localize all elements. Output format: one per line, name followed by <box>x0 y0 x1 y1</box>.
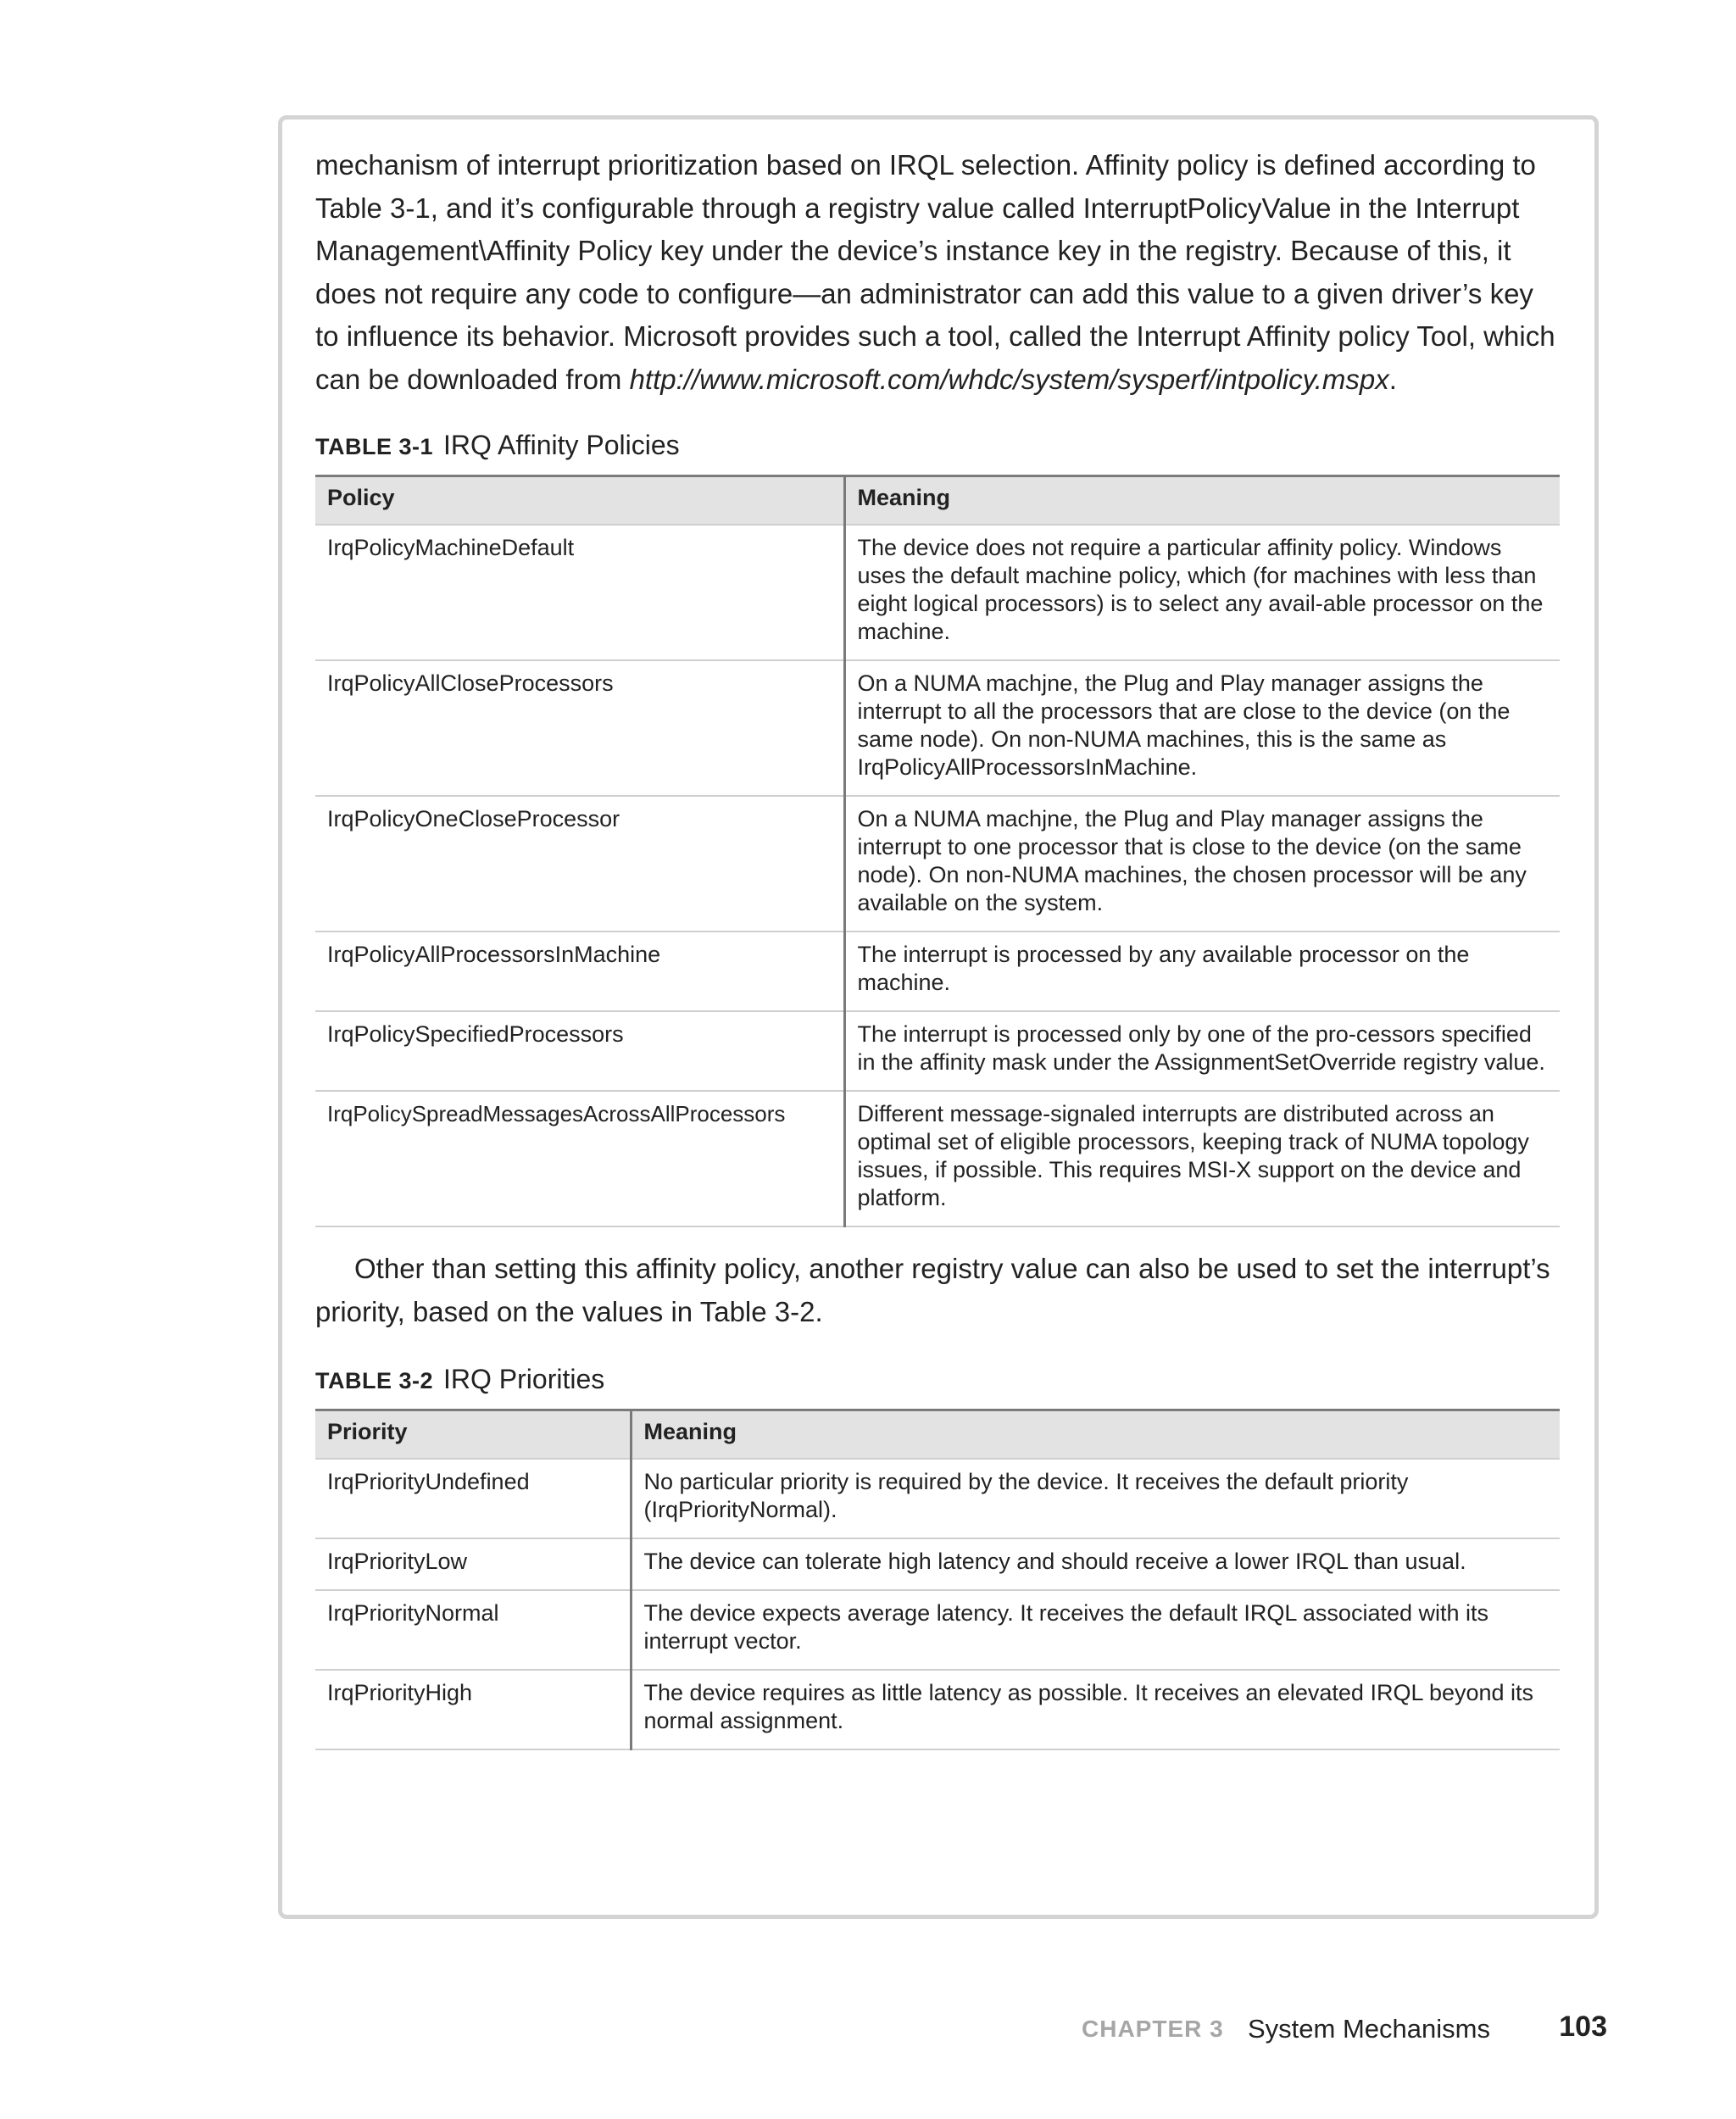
middle-paragraph: Other than setting this affinity policy, another registry value can also be used to set the interrupt’s priority, based on the values in Table 3-2. <box>315 1253 1550 1327</box>
footer-section: System Mechanisms <box>1248 2014 1490 2044</box>
table1-row <box>315 660 1560 796</box>
table1-row <box>315 1091 1560 1226</box>
table1-row <box>315 796 1560 932</box>
footer-chapter: CHAPTER 3 <box>1082 2016 1224 2042</box>
table1-number: TABLE 3-1 <box>315 434 434 459</box>
table1-cell-policy: IrqPolicyAllProcessorsInMachine <box>315 932 844 1011</box>
table1-cell-policy: IrqPolicyMachineDefault <box>315 525 844 660</box>
table2-caption <box>315 1362 1560 1398</box>
table2-row <box>315 1670 1560 1749</box>
table1-row <box>315 932 1560 1011</box>
table1-cell-policy: IrqPolicySpreadMessagesAcrossAllProcessors <box>315 1091 844 1226</box>
table1-cell-meaning: The interrupt is processed by any available processor on the machine. <box>844 932 1560 1011</box>
table2-row <box>315 1538 1560 1590</box>
table1-title: IRQ Affinity Policies <box>443 430 680 460</box>
intro-url: http://www.microsoft.com/whdc/system/sysperf/intpolicy.mspx <box>629 363 1389 395</box>
table1-cell-meaning: On a NUMA machjne, the Plug and Play manager assigns the interrupt to one processor that is close to the device (on the same node). On non-NUMA machines, the chosen processor will be any available on the system. <box>844 796 1560 932</box>
page-number: 103 <box>1559 2011 1607 2043</box>
table2-header-meaning: Meaning <box>631 1410 1560 1460</box>
table2-number: TABLE 3-2 <box>315 1368 434 1393</box>
table2-cell-priority: IrqPriorityNormal <box>315 1590 631 1670</box>
table1-cell-policy: IrqPolicyOneCloseProcessor <box>315 796 844 932</box>
table1-row <box>315 1011 1560 1091</box>
table1-header-meaning: Meaning <box>844 476 1560 526</box>
table2-header-row <box>315 1410 1560 1460</box>
table1-cell-meaning: The device does not require a particular affinity policy. Windows uses the default machine policy, which (for machines with less than eight logical processors) is to select any avail-able processor on the machine. <box>844 525 1560 660</box>
page-footer <box>1077 2011 1607 2048</box>
table1-row <box>315 525 1560 660</box>
table1-header-row <box>315 476 1560 526</box>
table1-header-policy: Policy <box>315 476 844 526</box>
table2-cell-meaning: The device expects average latency. It receives the default IRQL associated with its interrupt vector. <box>631 1590 1560 1670</box>
table1-cell-meaning: Different message-signaled interrupts are distributed across an optimal set of eligible processors, keeping track of NUMA topology issues, if possible. This requires MSI-X support on the device and platform. <box>844 1091 1560 1226</box>
table2 <box>315 1409 1560 1750</box>
table1-caption <box>315 428 1560 464</box>
intro-paragraph <box>315 144 1560 401</box>
table2-cell-meaning: The device requires as little latency as possible. It receives an elevated IRQL beyond its normal assignment. <box>631 1670 1560 1749</box>
table1 <box>315 475 1560 1227</box>
intro-paragraph-text: mechanism of interrupt prioritization based on IRQL selection. Affinity policy is defined according to Table 3-1, and it’s configurable through a registry value called InterruptPolicyValue in the Interrupt Management\Affinity Policy key under the device’s instance key in the registry. Because of this, it does not require any code to configure—an administrator can add this value to a given driver’s key to influence its behavior. Microsoft provides such a tool, called the Interrupt Affinity policy Tool, which can be downloaded from <box>315 149 1555 395</box>
intro-paragraph-end: . <box>1388 363 1397 395</box>
table2-cell-priority: IrqPriorityLow <box>315 1538 631 1590</box>
table2-title: IRQ Priorities <box>443 1364 605 1394</box>
table2-row <box>315 1459 1560 1538</box>
table1-cell-meaning: On a NUMA machjne, the Plug and Play manager assigns the interrupt to all the processors that are close to the device (on the same node). On non-NUMA machines, this is the same as IrqPolicyAllProcessorsInMachine. <box>844 660 1560 796</box>
page-content <box>315 144 1560 1750</box>
table1-cell-policy: IrqPolicySpecifiedProcessors <box>315 1011 844 1091</box>
table2-row <box>315 1590 1560 1670</box>
table2-cell-meaning: No particular priority is required by the device. It receives the default priority (IrqPriorityNormal). <box>631 1459 1560 1538</box>
table1-cell-policy: IrqPolicyAllCloseProcessors <box>315 660 844 796</box>
table2-cell-priority: IrqPriorityHigh <box>315 1670 631 1749</box>
table2-header-priority: Priority <box>315 1410 631 1460</box>
table2-cell-meaning: The device can tolerate high latency and should receive a lower IRQL than usual. <box>631 1538 1560 1590</box>
table2-cell-priority: IrqPriorityUndefined <box>315 1459 631 1538</box>
table1-cell-meaning: The interrupt is processed only by one of the pro-cessors specified in the affinity mask under the AssignmentSetOverride registry value. <box>844 1011 1560 1091</box>
